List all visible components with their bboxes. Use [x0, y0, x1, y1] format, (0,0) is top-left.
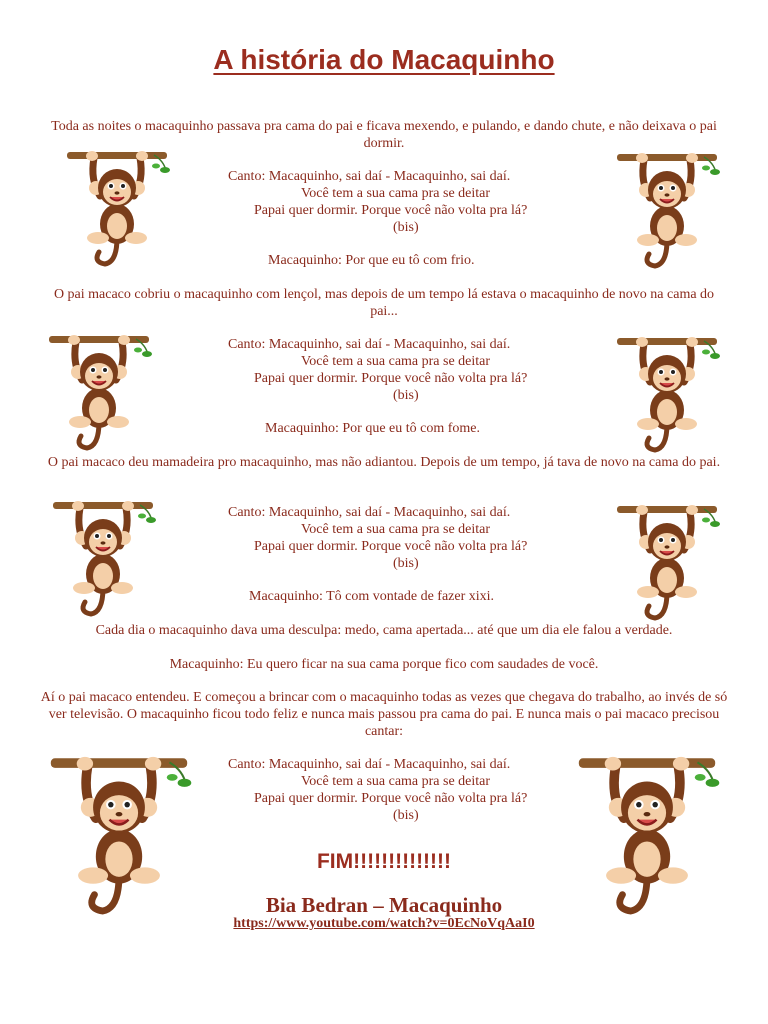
song-credit: Bia Bedran – Macaquinho: [265, 893, 503, 917]
reply-1: Macaquinho: Por que eu tô com frio.: [268, 253, 475, 268]
reply-2: Macaquinho: Por que eu tô com fome.: [265, 421, 481, 436]
intro-paragraph: Toda as noites o macaquinho passava pra cama do pai e ficava mexendo, e pulando, e dando chute, e não deixava o pai dormir.: [51, 119, 717, 151]
reply-4: Macaquinho: Eu quero ficar na sua cama porque fico com saudades de você.: [169, 657, 599, 672]
chorus-line-4: (bis): [393, 388, 419, 403]
monkey-icon: [44, 750, 194, 922]
monkey-icon: [62, 146, 172, 272]
monkey-icon: [612, 148, 722, 274]
monkey-icon: [572, 750, 722, 922]
chorus-line-1: Canto: Macaquinho, sai daí - Macaquinho, sai daí.: [228, 505, 511, 520]
monkey-icon: [612, 500, 722, 626]
fim-heading: FIM!!!!!!!!!!!!!!: [316, 850, 452, 873]
chorus-line-1: Canto: Macaquinho, sai daí - Macaquinho, sai daí.: [228, 169, 511, 184]
page-title: A história do Macaquinho: [213, 44, 555, 75]
paragraph-3: O pai macaco deu mamadeira pro macaquinho, mas não adiantou. Depois de um tempo, já tava de novo na cama do pai.: [47, 455, 721, 470]
chorus-line-4: (bis): [393, 220, 419, 235]
chorus-line-3: Papai quer dormir. Porque você não volta pra lá?: [254, 791, 528, 806]
chorus-line-3: Papai quer dormir. Porque você não volta pra lá?: [254, 371, 528, 386]
youtube-link[interactable]: https://www.youtube.com/watch?v=0EcNoVqAaI0: [233, 916, 535, 931]
chorus-line-2: Você tem a sua cama pra se deitar: [301, 774, 491, 789]
monkey-icon: [48, 496, 158, 622]
chorus-line-2: Você tem a sua cama pra se deitar: [301, 522, 491, 537]
paragraph-2: O pai macaco cobriu o macaquinho com lençol, mas depois de um tempo lá estava o macaquinho de novo na cama do pai...: [53, 287, 715, 319]
chorus-line-2: Você tem a sua cama pra se deitar: [301, 354, 491, 369]
chorus-line-3: Papai quer dormir. Porque você não volta pra lá?: [254, 539, 528, 554]
monkey-icon: [44, 330, 154, 456]
chorus-line-1: Canto: Macaquinho, sai daí - Macaquinho, sai daí.: [228, 337, 511, 352]
chorus-line-1: Canto: Macaquinho, sai daí - Macaquinho, sai daí.: [228, 757, 511, 772]
chorus-line-4: (bis): [393, 808, 419, 823]
monkey-icon: [612, 332, 722, 458]
paragraph-5: Aí o pai macaco entendeu. E começou a brincar com o macaquinho todas as vezes que chegava do trabalho, ao invés de só ver televisão. O macaquinho ficou todo feliz e nunca mais passou pra cama do pai. E nunca mais o pai macaco precisou cantar:: [40, 690, 728, 739]
reply-3: Macaquinho: Tô com vontade de fazer xixi.: [249, 589, 495, 604]
chorus-line-2: Você tem a sua cama pra se deitar: [301, 186, 491, 201]
chorus-line-4: (bis): [393, 556, 419, 571]
chorus-line-3: Papai quer dormir. Porque você não volta pra lá?: [254, 203, 528, 218]
paragraph-4: Cada dia o macaquinho dava uma desculpa: medo, cama apertada... até que um dia ele falou a verdade.: [95, 623, 673, 638]
